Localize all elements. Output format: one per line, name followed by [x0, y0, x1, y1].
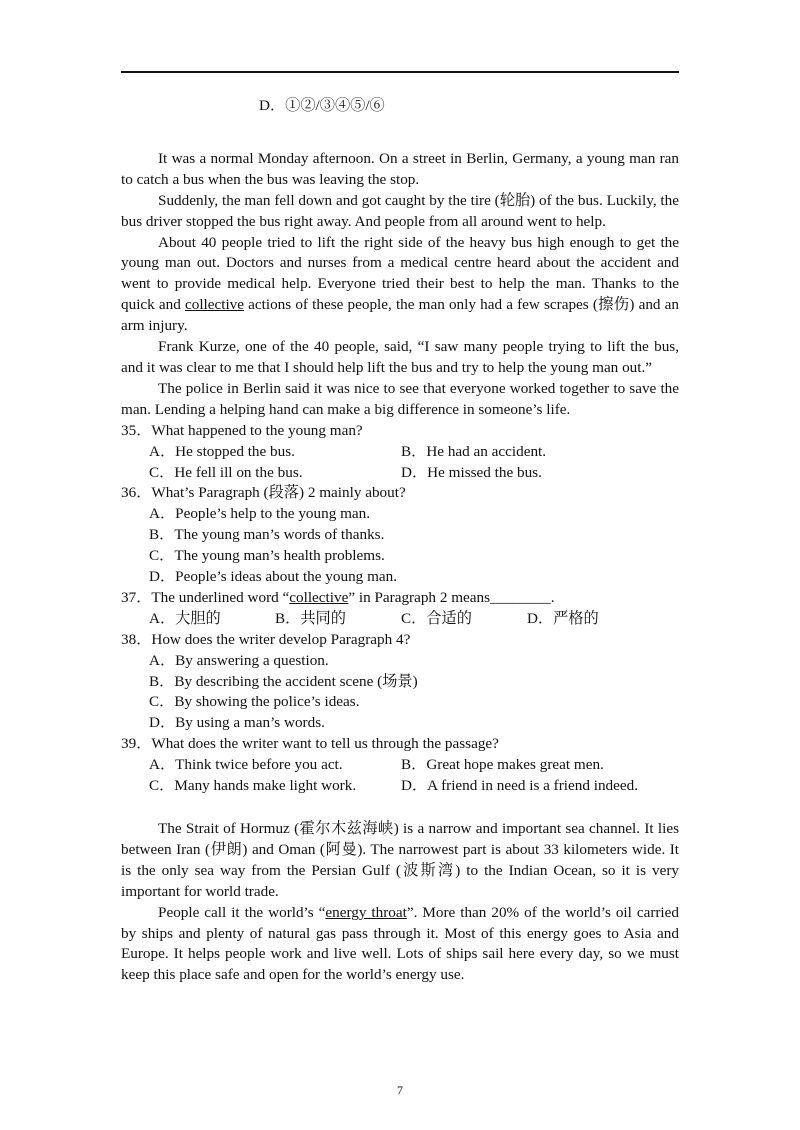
passage-a — [121, 149, 679, 421]
question-stem: 35．What happened to the young man? — [121, 421, 363, 439]
option-row — [121, 609, 679, 630]
question-36 — [121, 483, 679, 588]
passage-a-paragraph-5: The police in Berlin said it was nice to see that everyone worked together to save the man. Lending a helping hand can make a big difference in someone’s life. — [121, 379, 679, 418]
question-38 — [121, 630, 679, 735]
section-gap — [121, 797, 679, 819]
question-stem: 38．How does the writer develop Paragraph 4? — [121, 630, 411, 648]
page-content — [121, 96, 679, 986]
option-b: B．The young man’s words of thanks. — [149, 526, 385, 544]
option-d: D．By using a man’s words. — [149, 714, 325, 732]
option-a: A．By answering a question. — [149, 651, 329, 669]
passage-a-paragraph-3 — [121, 233, 679, 338]
option-b: B．共同的 — [275, 609, 346, 627]
question-stem: 39．What does the writer want to tell us through the passage? — [121, 735, 499, 753]
question-stem: 36．What’s Paragraph (段落) 2 mainly about? — [121, 484, 406, 502]
underlined-phrase-energy-throat: energy throat — [325, 903, 407, 921]
paragraph-text: actions of these people, the man only had a few scrapes (擦伤) and an arm injury. — [121, 296, 679, 335]
option-c: C．He fell ill on the bus. — [149, 463, 303, 481]
option-a: A．Think twice before you act. — [149, 756, 343, 774]
header-rule — [121, 71, 679, 73]
option-d: D．He missed the bus. — [401, 463, 542, 481]
option-d: D．严格的 — [527, 609, 599, 627]
option-d: D．People’s ideas about the young man. — [149, 568, 398, 586]
question-35 — [121, 421, 679, 484]
underlined-word-collective: collective — [289, 588, 349, 606]
option-a: A．People’s help to the young man. — [149, 505, 371, 523]
previous-question-option-d: D．①②/③④⑤/⑥ — [259, 97, 385, 114]
stem-text: 37．The underlined word “ — [121, 588, 290, 606]
option-a: A．大胆的 — [149, 609, 221, 627]
paragraph-text: ”. More than 20% of the world’s oil carried by ships and plenty of natural gas pass through it. Most of this energy goes to Asia and Europe. It helps people work and live well. Lots of ships sail here every day, so we must keep this place safe and open for the world’s energy use. — [121, 903, 679, 984]
option-b: B．By describing the accident scene (场景) — [149, 672, 418, 690]
option-row — [121, 442, 679, 463]
passage-b-paragraph-1: The Strait of Hormuz (霍尔木兹海峡) is a narrow and important sea channel. It lies between Iran (伊朗) and Oman (阿曼). The narrowest part is about 33 kilometers wide. It is the only sea way from the Persian Gulf (波斯湾) to the Indian Ocean, so it is very important for world trade. — [121, 820, 679, 900]
paragraph-text: People call it the world’s “ — [158, 903, 326, 921]
page-number: 7 — [397, 1083, 403, 1097]
underlined-word-collective: collective — [184, 296, 245, 314]
passage-b-paragraph-2 — [121, 903, 679, 987]
option-a: A．He stopped the bus. — [149, 442, 295, 460]
paragraph-text: About 40 people tried to lift the right side of the heavy bus high enough to get the young man out. Doctors and nurses from a medical centre heard about the accident and went to provide medical help. Everyone tried their best to help the man. Thanks to the quick and — [121, 233, 679, 314]
question-37 — [121, 588, 679, 630]
option-d: D．A friend in need is a friend indeed. — [401, 777, 639, 795]
passage-b — [121, 819, 679, 986]
question-stem — [121, 588, 679, 609]
question-39 — [121, 734, 679, 797]
option-b: B．Great hope makes great men. — [401, 756, 604, 774]
option-b: B．He had an accident. — [401, 442, 547, 460]
option-c: C．By showing the police’s ideas. — [149, 693, 360, 711]
passage-a-paragraph-2: Suddenly, the man fell down and got caught by the tire (轮胎) of the bus. Luckily, the bus driver stopped the bus right away. And people from all around went to help. — [121, 191, 679, 230]
passage-a-paragraph-1: It was a normal Monday afternoon. On a street in Berlin, Germany, a young man ran to catch a bus when the bus was leaving the stop. — [121, 149, 679, 188]
option-c: C．Many hands make light work. — [149, 777, 357, 795]
option-c: C．The young man’s health problems. — [149, 547, 385, 565]
stem-text: ” in Paragraph 2 means________. — [348, 588, 555, 606]
option-row — [121, 755, 679, 776]
option-row — [121, 463, 679, 484]
option-row — [121, 776, 679, 797]
passage-a-paragraph-4: Frank Kurze, one of the 40 people, said, “I saw many people trying to lift the bus, and it was clear to me that I should help lift the bus and try to help the young man out.” — [121, 338, 679, 376]
option-c: C．合适的 — [401, 609, 472, 627]
